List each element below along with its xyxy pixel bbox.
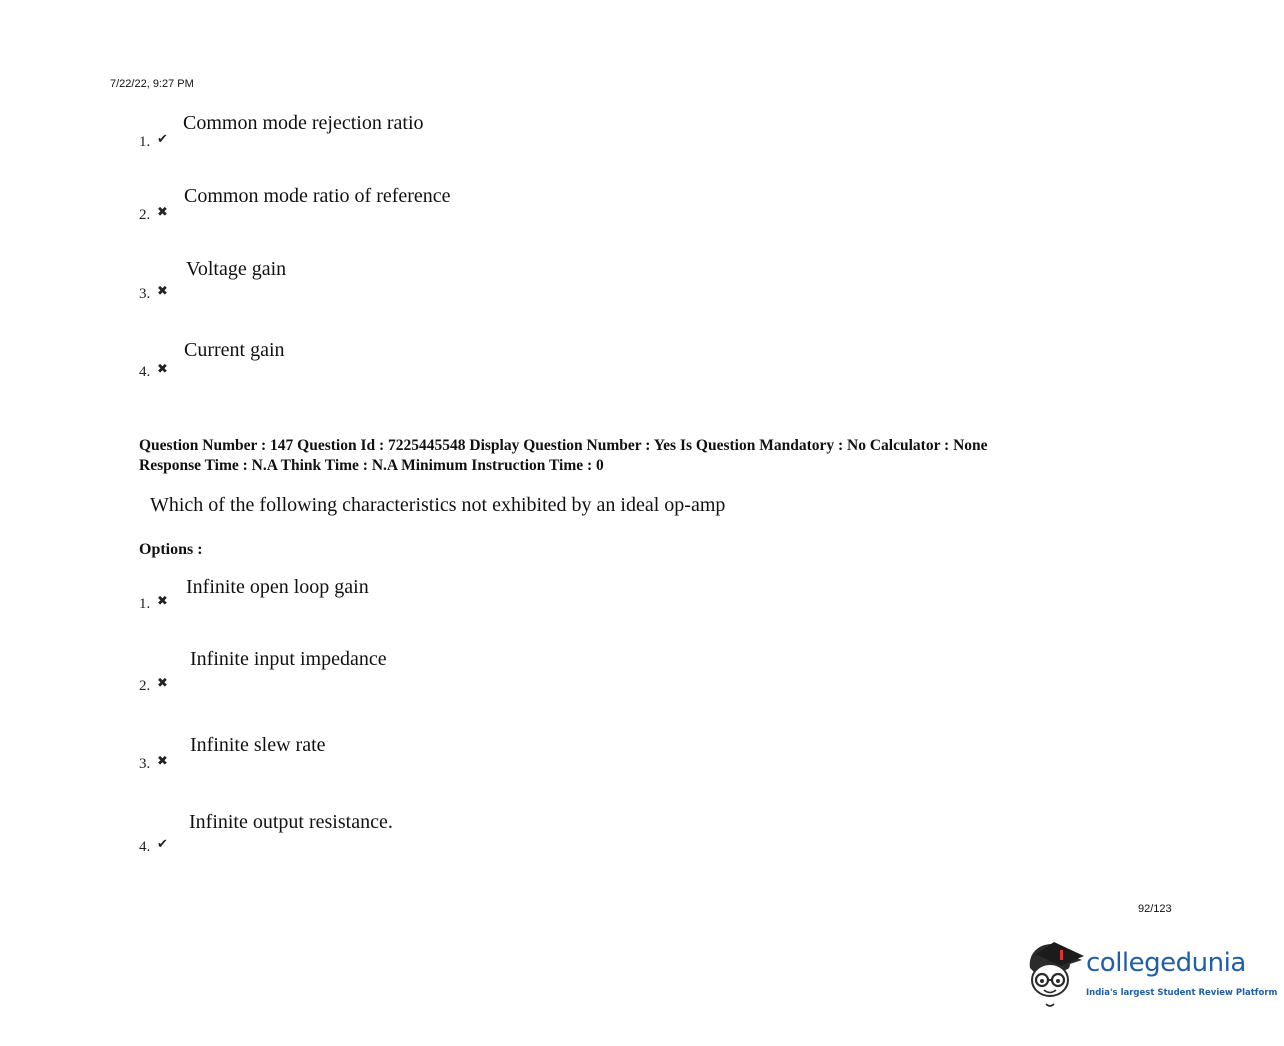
option-2 bbox=[0, 648, 900, 694]
question-meta-line-1: Question Number : 147 Question Id : 7225445548 Display Question Number : Yes Is Question Mandatory : No Calculator : None bbox=[139, 437, 988, 454]
logo-tagline: India's largest Student Review Platform bbox=[1086, 988, 1278, 998]
check-icon: ✔ bbox=[157, 837, 168, 852]
check-icon: ✔ bbox=[157, 132, 168, 147]
option-3 bbox=[0, 734, 900, 774]
collegedunia-logo bbox=[1024, 938, 1278, 1010]
cross-icon: ✖ bbox=[157, 205, 168, 220]
option-text: Infinite output resistance. bbox=[189, 811, 393, 833]
cross-icon: ✖ bbox=[157, 676, 168, 691]
cross-icon: ✖ bbox=[157, 594, 168, 609]
option-text: Common mode rejection ratio bbox=[183, 112, 424, 134]
student-mascot-icon bbox=[1024, 938, 1084, 1010]
option-text: Common mode ratio of reference bbox=[184, 185, 451, 207]
option-number: 2. bbox=[139, 207, 151, 223]
question-text: Which of the following characteristics not exhibited by an ideal op-amp bbox=[150, 494, 726, 516]
option-number: 1. bbox=[139, 134, 151, 150]
option-text: Voltage gain bbox=[186, 258, 287, 280]
question-meta-line-2: Response Time : N.A Think Time : N.A Minimum Instruction Time : 0 bbox=[139, 457, 604, 474]
prev-option-4 bbox=[0, 339, 900, 379]
page-number: 92/123 bbox=[1138, 903, 1172, 915]
cross-icon: ✖ bbox=[157, 754, 168, 769]
option-number: 1. bbox=[139, 596, 151, 612]
option-number: 3. bbox=[139, 286, 151, 302]
option-number: 3. bbox=[139, 756, 151, 772]
cross-icon: ✖ bbox=[157, 362, 168, 377]
option-number: 4. bbox=[139, 839, 151, 855]
option-text: Current gain bbox=[184, 339, 285, 361]
option-text: Infinite slew rate bbox=[190, 734, 326, 756]
option-text: Infinite open loop gain bbox=[186, 576, 369, 598]
print-timestamp: 7/22/22, 9:27 PM bbox=[110, 78, 194, 90]
logo-brand: collegedunia bbox=[1086, 948, 1246, 978]
prev-option-3 bbox=[0, 258, 900, 302]
cross-icon: ✖ bbox=[157, 284, 168, 299]
prev-option-2 bbox=[0, 185, 900, 225]
option-text: Infinite input impedance bbox=[190, 648, 387, 670]
options-label: Options : bbox=[139, 541, 203, 558]
prev-option-1 bbox=[0, 112, 900, 152]
option-number: 4. bbox=[139, 364, 151, 380]
option-number: 2. bbox=[139, 678, 151, 694]
option-4 bbox=[0, 811, 900, 855]
option-1 bbox=[0, 576, 900, 616]
